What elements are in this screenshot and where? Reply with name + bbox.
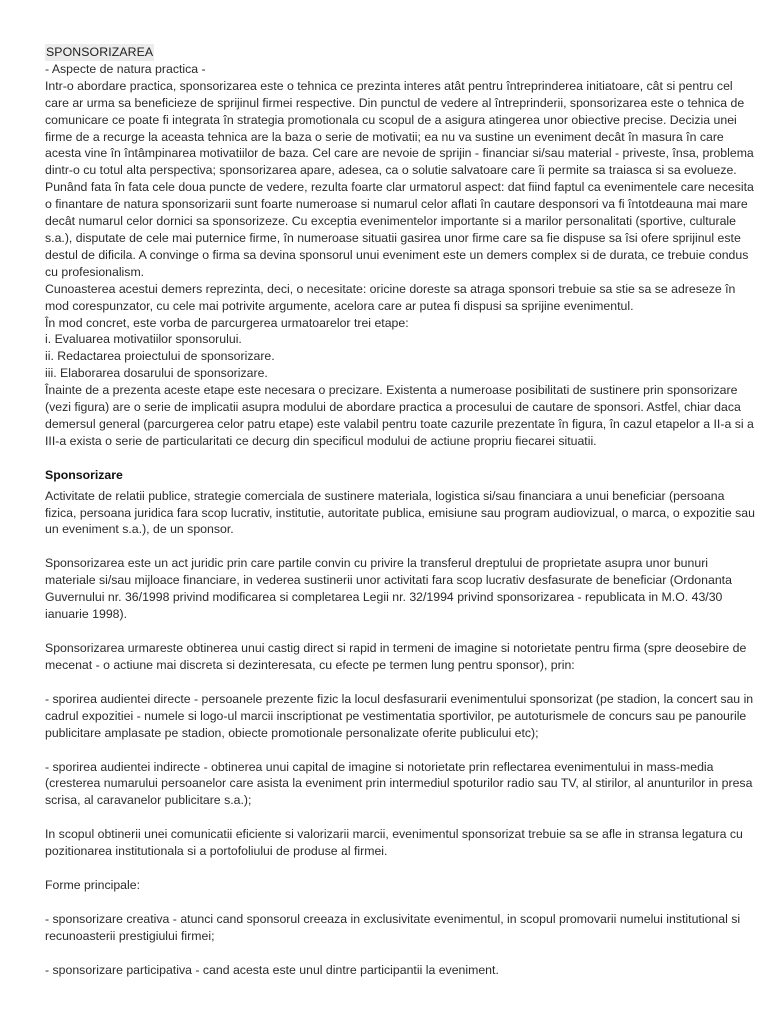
paragraph-knowledge: Cunoasterea acestui demers reprezinta, deci, o necesitate: oricine doreste sa atraga sponsori trebuie sa stie sa se adreseze în mod corespunzator, cu cele mai potrivite argumente, acelora care ar putea fi dispusi sa sprijine evenimentul. — [45, 281, 736, 313]
document-page — [45, 44, 757, 979]
paragraph-viewpoints: Punând fata în fata cele doua puncte de vedere, rezulta foarte clar urmatorul aspect: dat fiind faptul ca evenimentele care necesita o finantare de natura sponsorizarii sunt foarte numeroase si numarul celor aflati în cautare desponsori va fi întotdeauna mai mare decât numarul celor dornici sa sponsorizeze. Cu exceptia evenimentelor importante si a marilor personalitati (sportive, culturale s.a.), disputate de cele mai puternice firme, în numeroase situatii gasirea unor firme care sa fie dispuse sa îsi ofere sprijinul este destul de dificila. A convinge o firma sa devina sponsorul unui eveniment este un demers complex si de durata, ce trebuie condus cu profesionalism. — [45, 180, 754, 279]
section-subtitle: - Aspecte de natura practica - — [45, 61, 206, 76]
paragraph-clarification: Înainte de a prezenta aceste etape este necesara o precizare. Existenta a numeroase posibilitati de sustinere prin sponsorizare (vezi figura) are o serie de implicatii asupra modului de abordare practica a procesului de cautare de sponsori. Astfel, chiar daca demersul general (parcurgerea celor patru etape) este valabil pentru toate cazurile prezentate în figura, în cazul etapelor a II-a si a III-a exista o serie de particularitati ce decurg din specificul modului de actiune propriu fiecarei situatii. — [45, 383, 754, 448]
paragraph: Sponsorizarea urmareste obtinerea unui castig direct si rapid in termeni de imagine si notorietate pentru firma (spre deosebire de mecenat - o actiune mai discreta si dezinteresata, cu efecte pe termen lung pentru sponsor), prin: — [45, 641, 747, 672]
paragraph: Forme principale: — [45, 878, 140, 893]
paragraph: Sponsorizarea este un act juridic prin care partile convin cu privire la transferul dreptului de proprietate asupra unor bunuri materiale si/sau mijloace financiare, in vederea sustinerii unor activitati fara scop lucrativ desfasurate de beneficiar (Ordonanta Guvernului nr. 36/1998 privind modificarea si completarea Legii nr. 32/1994 privind sponsorizarea - republicata in M.O. 43/30 ianuarie 1998). — [45, 556, 732, 622]
section-title: SPONSORIZAREA — [46, 45, 154, 59]
paragraph: - sporirea audientei indirecte - obtinerea unui capital de imagine si notorietate prin reflectarea evenimentului in mass-media (cresterea numarului persoanelor care asista la eveniment prin intermediul spoturilor radio sau TV, al stirilor, al anunturilor in presa scrisa, al caravanelor publicitare s.a.); — [45, 759, 753, 808]
aspects-section — [45, 44, 757, 450]
sponsorizare-heading: Sponsorizare — [45, 467, 123, 482]
paragraph: - sponsorizare creativa - atunci cand sponsorul creeaza in exclusivitate evenimentul, in scopul promovarii numelui institutional si recunoasterii prestigiului firmei; — [45, 911, 741, 943]
paragraph: - sporirea audientei directe - persoanele prezente fizic la locul desfasurarii evenimentului sponsorizat (pe stadion, la concert sau in cadrul expozitiei - numele si logo-ul marcii inscriptionat pe vestimentatia sportivilor, pe autoturismele de concurs sau pe panourile publicitare amplasate pe stadion, obiecte promotionale personalizate oferite publicului etc); — [45, 691, 754, 740]
step-item: iii. Elaborarea dosarului de sponsorizare. — [45, 366, 268, 381]
paragraph-steps-intro: În mod concret, este vorba de parcurgerea urmatoarelor trei etape: — [45, 315, 409, 330]
step-item: ii. Redactarea proiectului de sponsorizare. — [45, 349, 275, 364]
paragraph: Activitate de relatii publice, strategie comerciala de sustinere materiala, logistica si/sau financiara a unui beneficiar (persoana fizica, persoana juridica fara scop lucrativ, institutie, autoritate publica, emisiune sau program audiovizual, o marca, o expozitie sau un eveniment s.a.), de un sponsor. — [45, 488, 755, 537]
paragraph: In scopul obtinerii unei comunicatii eficiente si valorizarii marcii, evenimentul sponsorizat trebuie sa se afle in stransa legatura cu pozitionarea institutionala si a portofoliului de produse al firmei. — [45, 827, 743, 859]
definition-section — [45, 488, 757, 979]
paragraph: - sponsorizare participativa - cand acesta este unul dintre participantii la eveniment. — [45, 962, 499, 977]
step-item: i. Evaluarea motivatiilor sponsorului. — [45, 332, 242, 347]
intro-paragraph: Intr-o abordare practica, sponsorizarea este o tehnica ce prezinta interes atât pentru întreprinderea initiatoare, cât si pentru cel care ar urma sa beneficieze de sprijinul firmei respective. Din punctul de vedere al întreprinderii, sponsorizarea este o tehnica de comunicare ce poate fi integrata în strategia promotionala cu scopul de a asigura atingerea unor obiective precise. Decizia unei firme de a recurge la aceasta tehnica are la baza o serie de motivatii; ea nu va sustine un eveniment decât în masura în care acesta vine în întâmpinarea motivatiilor de baza. Cel care are nevoie de sprijin - financiar si/sau material - priveste, însa, problema dintr-o cu totul alta perspectiva; sponsorizarea apare, adesea, ca o solutie salvatoare care îi permite sa traiasca si sa evolueze. — [45, 78, 754, 178]
